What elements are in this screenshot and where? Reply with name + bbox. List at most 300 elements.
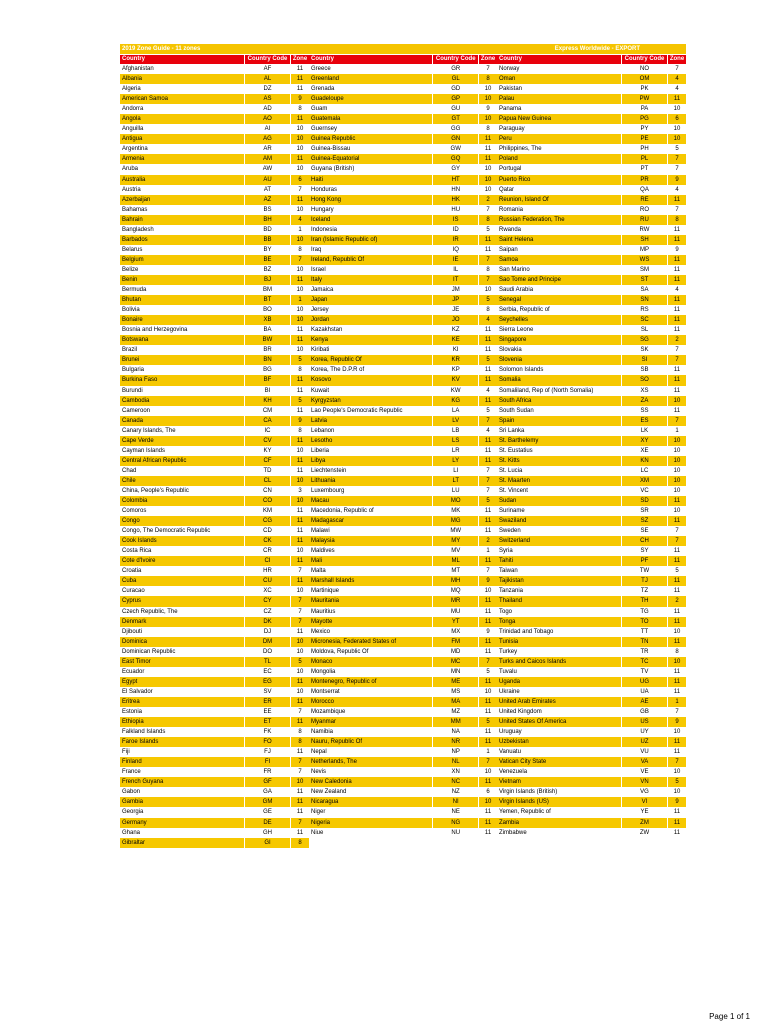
zone-cell: 5	[290, 355, 309, 365]
country-cell: Mauritius	[311, 608, 336, 615]
country-code-cell: XY	[621, 436, 667, 446]
country-code-cell: XB	[244, 315, 290, 325]
country-code-cell: KZ	[432, 325, 478, 335]
zone-cell: 4	[478, 315, 497, 325]
zone-cell: 11	[667, 828, 686, 838]
zone-cell: 10	[478, 797, 497, 807]
zone-cell: 10	[290, 446, 309, 456]
zone-cell: 9	[667, 175, 686, 185]
header-zone: Zone	[667, 55, 686, 64]
zone-cell: 7	[667, 536, 686, 546]
country-cell: Liberia	[311, 447, 330, 454]
country-code-cell: CN	[244, 486, 290, 496]
country-code-cell: SS	[621, 406, 667, 416]
zone-rows	[309, 64, 497, 838]
country-code-cell: FR	[244, 767, 290, 777]
country-code-cell: AL	[244, 74, 290, 84]
zone-cell: 11	[478, 556, 497, 566]
table-row	[120, 295, 309, 305]
zone-cell: 11	[290, 526, 309, 536]
zone-cell: 8	[290, 838, 309, 848]
zone-cell: 2	[667, 596, 686, 606]
zone-cell: 7	[478, 64, 497, 74]
country-code-cell: SV	[244, 687, 290, 697]
zone-cell: 7	[478, 486, 497, 496]
zone-cell: 10	[290, 546, 309, 556]
table-row	[309, 627, 497, 637]
country-cell: Malawi	[311, 528, 330, 535]
table-row	[120, 838, 309, 848]
table-row	[309, 164, 497, 174]
zone-cell: 11	[478, 235, 497, 245]
table-row	[497, 64, 686, 74]
zone-cell: 11	[290, 64, 309, 74]
country-code-cell: MT	[432, 566, 478, 576]
table-row	[309, 315, 497, 325]
zone-cell: 10	[290, 667, 309, 677]
country-code-cell: PF	[621, 556, 667, 566]
zone-cell: 11	[290, 787, 309, 797]
zone-cell: 10	[667, 436, 686, 446]
country-cell: Serbia, Republic of	[499, 307, 550, 314]
country-code-cell: CD	[244, 526, 290, 536]
country-code-cell: NC	[432, 777, 478, 787]
country-cell: Albania	[122, 76, 143, 83]
table-row	[309, 586, 497, 596]
table-row	[497, 546, 686, 556]
country-cell: Rwanda	[499, 226, 522, 233]
zone-cell: 4	[667, 185, 686, 195]
country-code-cell: MD	[432, 647, 478, 657]
country-cell: Nepal	[311, 749, 327, 756]
table-row	[497, 727, 686, 737]
zone-cell: 10	[478, 586, 497, 596]
country-cell: Chile	[122, 477, 136, 484]
table-row	[120, 275, 309, 285]
country-code-cell: TN	[621, 637, 667, 647]
country-code-cell: SR	[621, 506, 667, 516]
table-row	[120, 787, 309, 797]
country-cell: Bhutan	[122, 297, 142, 304]
table-row	[309, 456, 497, 466]
table-row	[120, 767, 309, 777]
zone-cell: 11	[290, 386, 309, 396]
country-cell: Kiribati	[311, 347, 330, 354]
zone-cell: 5	[667, 566, 686, 576]
country-code-cell: HN	[432, 185, 478, 195]
table-row	[120, 828, 309, 838]
country-cell: Nicaragua	[311, 799, 339, 806]
zone-cell: 10	[667, 456, 686, 466]
table-row	[309, 416, 497, 426]
country-code-cell: MV	[432, 546, 478, 556]
table-row	[497, 496, 686, 506]
table-row	[309, 295, 497, 305]
table-row	[497, 164, 686, 174]
table-row	[309, 74, 497, 84]
table-row	[120, 225, 309, 235]
country-cell: France	[122, 769, 141, 776]
country-cell: Kuwait	[311, 387, 330, 394]
table-row	[309, 717, 497, 727]
country-cell: Puerto Rico	[499, 176, 531, 183]
country-code-cell: GF	[244, 777, 290, 787]
country-cell: St. Barthelemy	[499, 437, 539, 444]
country-code-cell: MY	[432, 536, 478, 546]
country-cell: San Marino	[499, 266, 530, 273]
table-row	[309, 546, 497, 556]
country-cell: Austria	[122, 186, 141, 193]
zone-cell: 11	[667, 556, 686, 566]
table-row	[309, 144, 497, 154]
country-cell: El Salvador	[122, 688, 153, 695]
table-row	[120, 687, 309, 697]
country-cell: Tunisia	[499, 638, 519, 645]
zone-cell: 10	[478, 185, 497, 195]
country-cell: Vietnam	[499, 779, 521, 786]
table-row	[309, 436, 497, 446]
country-cell: Afghanistan	[122, 66, 154, 72]
table-row	[309, 596, 497, 606]
zone-column-2	[309, 54, 497, 848]
country-code-cell: PY	[621, 124, 667, 134]
country-cell: Uganda	[499, 678, 521, 685]
country-code-cell: NL	[432, 757, 478, 767]
country-cell: St. Lucia	[499, 467, 523, 474]
zone-cell: 9	[478, 627, 497, 637]
country-code-cell: MZ	[432, 707, 478, 717]
table-row	[120, 536, 309, 546]
zone-cell: 5	[478, 406, 497, 416]
header-code: Country Code	[432, 55, 478, 64]
country-code-cell: BS	[244, 205, 290, 215]
country-code-cell: ZA	[621, 396, 667, 406]
table-row	[497, 124, 686, 134]
country-cell: Papua New Guinea	[499, 116, 552, 123]
country-code-cell: UY	[621, 727, 667, 737]
header-code: Country Code	[244, 55, 290, 64]
country-code-cell: ML	[432, 556, 478, 566]
zone-cell: 11	[667, 617, 686, 627]
country-cell: Taiwan	[499, 568, 518, 575]
table-row	[497, 335, 686, 345]
title-banner	[120, 44, 686, 54]
table-row	[497, 526, 686, 536]
country-code-cell: GM	[244, 797, 290, 807]
zone-cell: 11	[478, 446, 497, 456]
country-cell: Macau	[311, 498, 330, 505]
country-code-cell: ZW	[621, 828, 667, 838]
country-cell: Nigeria	[311, 819, 331, 826]
country-cell: Spain	[499, 417, 515, 424]
table-row	[120, 777, 309, 787]
table-row	[497, 426, 686, 436]
table-row	[309, 124, 497, 134]
table-row	[309, 365, 497, 375]
zone-cell: 7	[290, 185, 309, 195]
country-cell: Morocco	[311, 698, 335, 705]
country-code-cell: MK	[432, 506, 478, 516]
country-code-cell: IE	[432, 255, 478, 265]
zone-cell: 11	[478, 245, 497, 255]
table-row	[309, 104, 497, 114]
country-code-cell: GP	[432, 94, 478, 104]
table-row	[309, 647, 497, 657]
zone-cell: 2	[478, 195, 497, 205]
country-code-cell: GU	[432, 104, 478, 114]
table-row	[497, 717, 686, 727]
table-row	[120, 496, 309, 506]
country-code-cell: SY	[621, 546, 667, 556]
zone-cell: 11	[478, 707, 497, 717]
country-code-cell: ES	[621, 416, 667, 426]
country-cell: Georgia	[122, 809, 144, 816]
table-row	[497, 315, 686, 325]
country-code-cell: CV	[244, 436, 290, 446]
table-row	[120, 476, 309, 486]
country-code-cell: JO	[432, 315, 478, 325]
header-code: Country Code	[621, 55, 667, 64]
zone-cell: 11	[667, 586, 686, 596]
zone-cell: 10	[290, 134, 309, 144]
country-cell: Zimbabwe	[499, 829, 527, 836]
country-code-cell: JP	[432, 295, 478, 305]
zone-cell: 10	[478, 164, 497, 174]
country-cell: Canada	[122, 417, 144, 424]
zone-cell: 11	[478, 456, 497, 466]
country-cell: Colombia	[122, 498, 148, 505]
zone-cell: 10	[667, 657, 686, 667]
table-row	[309, 64, 497, 74]
zone-cell: 11	[478, 396, 497, 406]
table-row	[120, 466, 309, 476]
table-row	[497, 245, 686, 255]
header-country: Country	[499, 56, 522, 62]
country-cell: Portugal	[499, 166, 522, 173]
country-code-cell: SZ	[621, 516, 667, 526]
country-code-cell: NR	[432, 737, 478, 747]
zone-cell: 7	[290, 596, 309, 606]
country-cell: Tuvalu	[499, 668, 517, 675]
country-code-cell: GR	[432, 64, 478, 74]
country-code-cell: LR	[432, 446, 478, 456]
table-row	[497, 466, 686, 476]
country-cell: Ireland, Republic Of	[311, 256, 365, 263]
country-cell: Lebanon	[311, 427, 335, 434]
table-row	[497, 114, 686, 124]
country-code-cell: IR	[432, 235, 478, 245]
country-cell: Comoros	[122, 508, 147, 515]
zone-cell: 11	[290, 84, 309, 94]
table-row	[309, 516, 497, 526]
table-row	[497, 667, 686, 677]
table-row	[309, 818, 497, 828]
country-code-cell: KH	[244, 396, 290, 406]
zone-cell: 10	[667, 787, 686, 797]
zone-cell: 7	[667, 757, 686, 767]
country-code-cell: AO	[244, 114, 290, 124]
country-cell: Anguilla	[122, 126, 144, 133]
country-cell: Philippines, The	[499, 146, 542, 153]
country-code-cell: XN	[432, 767, 478, 777]
table-row	[497, 757, 686, 767]
table-row	[309, 757, 497, 767]
country-code-cell: LV	[432, 416, 478, 426]
country-code-cell: GW	[432, 144, 478, 154]
zone-cell: 11	[290, 74, 309, 84]
zone-cell: 10	[667, 446, 686, 456]
zone-cell: 2	[478, 536, 497, 546]
country-cell: Uzbekistan	[499, 739, 529, 746]
table-row	[120, 526, 309, 536]
table-row	[309, 446, 497, 456]
country-code-cell: LY	[432, 456, 478, 466]
country-cell: United States Of America	[499, 719, 567, 726]
table-row	[309, 707, 497, 717]
table-row	[309, 285, 497, 295]
country-cell: Barbados	[122, 236, 148, 243]
country-cell: Switzerland	[499, 538, 531, 545]
header-country: Country	[122, 56, 145, 62]
table-row	[497, 295, 686, 305]
table-row	[120, 134, 309, 144]
table-row	[120, 235, 309, 245]
country-cell: Belgium	[122, 256, 144, 263]
table-row	[309, 486, 497, 496]
country-cell: Malaysia	[311, 538, 335, 545]
zone-cell: 11	[478, 144, 497, 154]
table-row	[120, 556, 309, 566]
country-code-cell: MR	[432, 596, 478, 606]
country-cell: Somalia	[499, 377, 521, 384]
country-cell: Burkina Faso	[122, 377, 158, 384]
zone-cell: 11	[290, 828, 309, 838]
zone-guide-sheet	[120, 44, 686, 848]
country-cell: Kyrgyzstan	[311, 397, 341, 404]
zone-cell: 10	[290, 476, 309, 486]
zone-cell: 11	[667, 576, 686, 586]
table-row	[120, 576, 309, 586]
country-cell: Somaliland, Rep of (North Somalia)	[499, 387, 594, 394]
country-cell: Chad	[122, 467, 137, 474]
zone-cell: 7	[290, 707, 309, 717]
country-code-cell: VU	[621, 747, 667, 757]
zone-cell: 11	[478, 647, 497, 657]
country-code-cell: LU	[432, 486, 478, 496]
table-row	[309, 406, 497, 416]
country-code-cell: XS	[621, 386, 667, 396]
table-row	[497, 787, 686, 797]
country-cell: Namibia	[311, 729, 334, 736]
country-code-cell: BT	[244, 295, 290, 305]
table-row	[120, 757, 309, 767]
country-code-cell: VE	[621, 767, 667, 777]
zone-cell: 11	[667, 667, 686, 677]
table-row	[497, 687, 686, 697]
table-row	[120, 154, 309, 164]
banner-title: 2019 Zone Guide - 11 zones	[122, 46, 201, 52]
country-cell: Sweden	[499, 528, 521, 535]
country-code-cell: BE	[244, 255, 290, 265]
zone-table-columns	[120, 54, 686, 848]
country-code-cell: BM	[244, 285, 290, 295]
country-cell: Bolivia	[122, 307, 140, 314]
country-code-cell: VN	[621, 777, 667, 787]
country-cell: Slovakia	[499, 347, 522, 354]
zone-cell: 10	[478, 114, 497, 124]
zone-cell: 11	[478, 807, 497, 817]
country-cell: Tahiti	[499, 558, 514, 565]
country-code-cell: TL	[244, 657, 290, 667]
zone-cell: 11	[478, 737, 497, 747]
table-row	[120, 807, 309, 817]
country-code-cell: AF	[244, 64, 290, 74]
country-cell: Mexico	[311, 628, 331, 635]
zone-cell: 11	[667, 496, 686, 506]
zone-cell: 10	[667, 124, 686, 134]
table-row	[120, 386, 309, 396]
country-cell: Tanzania	[499, 588, 524, 595]
country-cell: Sierra Leone	[499, 327, 534, 334]
table-row	[309, 245, 497, 255]
country-code-cell: LB	[432, 426, 478, 436]
country-cell: Dominican Republic	[122, 648, 176, 655]
country-code-cell: HT	[432, 175, 478, 185]
zone-cell: 11	[478, 818, 497, 828]
country-cell: Azerbaijan	[122, 196, 151, 203]
zone-cell: 8	[290, 727, 309, 737]
table-row	[497, 255, 686, 265]
country-cell: Romania	[499, 206, 524, 213]
country-code-cell: AD	[244, 104, 290, 114]
table-row	[120, 797, 309, 807]
country-cell: Gambia	[122, 799, 144, 806]
zone-cell: 10	[290, 586, 309, 596]
table-row	[309, 526, 497, 536]
table-row	[120, 265, 309, 275]
zone-rows	[497, 64, 686, 838]
country-code-cell: GI	[244, 838, 290, 848]
country-code-cell: KY	[244, 446, 290, 456]
country-cell: Sri Lanka	[499, 427, 525, 434]
zone-cell: 8	[290, 737, 309, 747]
country-cell: Estonia	[122, 709, 143, 715]
country-code-cell: KN	[621, 456, 667, 466]
table-row	[120, 456, 309, 466]
country-code-cell: KP	[432, 365, 478, 375]
table-row	[120, 255, 309, 265]
table-row	[309, 797, 497, 807]
country-cell: Kazakhstan	[311, 327, 343, 334]
country-cell: Bulgaria	[122, 367, 145, 374]
zone-cell: 9	[478, 576, 497, 586]
table-row	[120, 566, 309, 576]
zone-cell: 7	[290, 617, 309, 627]
table-row	[309, 355, 497, 365]
zone-cell: 7	[478, 466, 497, 476]
zone-cell: 10	[290, 637, 309, 647]
zone-cell: 10	[667, 396, 686, 406]
table-row	[309, 617, 497, 627]
country-cell: Egypt	[122, 678, 138, 685]
country-code-cell: FO	[244, 737, 290, 747]
country-code-cell: FK	[244, 727, 290, 737]
zone-cell: 10	[290, 164, 309, 174]
zone-cell: 7	[667, 154, 686, 164]
country-cell: Mongolia	[311, 668, 336, 675]
table-row	[309, 767, 497, 777]
country-cell: Samoa	[499, 256, 519, 263]
